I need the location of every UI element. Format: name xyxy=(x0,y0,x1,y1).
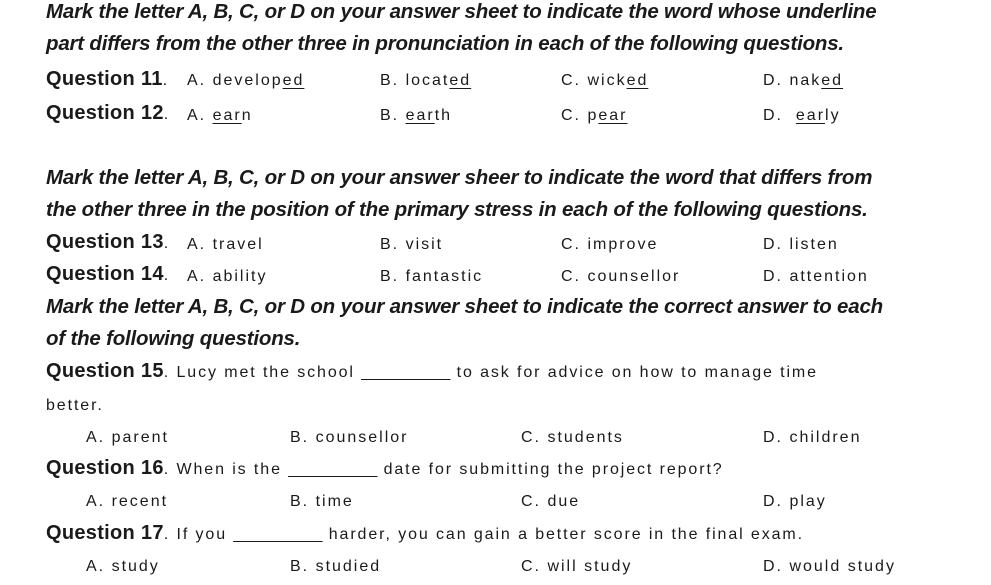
q12-option-d[interactable] xyxy=(763,107,841,125)
section2-instruction-line2: the other three in the position of the primary stress in each of the following questions. xyxy=(46,198,868,221)
underlined-part: ear xyxy=(212,107,242,124)
option-text: wick xyxy=(587,72,627,89)
question-text: to ask for advice on how to manage time xyxy=(456,364,818,381)
q13-option-a[interactable]: A. travel xyxy=(187,236,264,253)
option-letter: C. xyxy=(561,107,588,124)
question-label: Question 15 xyxy=(46,360,164,382)
section1-instruction-line1: Mark the letter A, B, C, or D on your answer sheet to indicate the word whose underline xyxy=(46,0,877,23)
question-text: When is the xyxy=(176,461,282,478)
question-14: Question 14. xyxy=(46,263,171,285)
option-letter: B. xyxy=(380,107,406,124)
question-label: Question 17 xyxy=(46,522,164,544)
option-letter: A. xyxy=(187,107,213,124)
option-text: locat xyxy=(405,72,450,89)
q11-option-b[interactable] xyxy=(380,72,471,90)
underlined-part: ear xyxy=(795,107,826,124)
underlined-part: ear xyxy=(598,107,628,124)
question-16: Question 16. When is the __________ date for submitting the project report? xyxy=(46,457,724,479)
section3-instruction-line1: Mark the letter A, B, C, or D on your answer sheet to indicate the correct answer to each xyxy=(46,295,883,318)
option-text: p xyxy=(587,107,599,124)
section3-instruction-line2: of the following questions. xyxy=(46,327,301,350)
q17-option-c[interactable]: C. will study xyxy=(521,558,633,575)
underlined-part: ed xyxy=(821,72,844,89)
q13-option-d[interactable]: D. listen xyxy=(763,236,839,253)
question-11: Question 11. xyxy=(46,68,170,90)
q17-option-a[interactable]: A. study xyxy=(86,558,160,575)
question-15: Question 15. Lucy met the school __________ to ask for advice on how to manage time xyxy=(46,360,818,382)
option-text: develop xyxy=(212,72,283,89)
question-12: Question 12. xyxy=(46,102,171,124)
q12-option-c[interactable] xyxy=(561,107,627,125)
question-13: Question 13. xyxy=(46,231,171,253)
q11-option-a[interactable] xyxy=(187,72,304,90)
option-letter: D. xyxy=(763,72,790,89)
question-text: harder, you can gain a better score in the final exam. xyxy=(328,526,804,543)
q13-option-c[interactable]: C. improve xyxy=(561,236,659,253)
q17-option-b[interactable]: B. studied xyxy=(290,558,382,575)
q11-option-d[interactable] xyxy=(763,72,843,90)
question-label: Question 16 xyxy=(46,457,164,479)
answer-blank: __________ xyxy=(233,526,323,543)
question-17: Question 17. If you __________ harder, you can gain a better score in the final exam. xyxy=(46,522,804,544)
q14-option-c[interactable]: C. counsellor xyxy=(561,268,681,285)
option-letter: B. xyxy=(380,72,406,89)
question-label: Question 13 xyxy=(46,231,164,253)
answer-blank: __________ xyxy=(288,461,378,478)
question-text: If you xyxy=(176,526,228,543)
underlined-part: ed xyxy=(449,72,472,89)
option-text: n xyxy=(241,107,253,124)
q15-option-b[interactable]: B. counsellor xyxy=(290,429,409,446)
underlined-part: ear xyxy=(405,107,435,124)
underlined-part: ed xyxy=(626,72,649,89)
question-text: date for submitting the project report? xyxy=(383,461,724,478)
q16-option-d[interactable]: D. play xyxy=(763,493,827,510)
option-text: nak xyxy=(789,72,822,89)
question-text: Lucy met the school xyxy=(176,364,355,381)
section2-instruction-line1: Mark the letter A, B, C, or D on your answer sheer to indicate the word that differs from xyxy=(46,166,873,189)
q11-option-c[interactable] xyxy=(561,72,648,90)
q12-option-b[interactable] xyxy=(380,107,452,125)
option-letter: C. xyxy=(561,72,588,89)
q16-option-b[interactable]: B. time xyxy=(290,493,354,510)
option-letter: A. xyxy=(187,72,213,89)
q15-option-a[interactable]: A. parent xyxy=(86,429,169,446)
q12-option-a[interactable] xyxy=(187,107,253,125)
q13-option-b[interactable]: B. visit xyxy=(380,236,444,253)
option-text: ly xyxy=(825,107,841,124)
q14-option-a[interactable]: A. ability xyxy=(187,268,268,285)
option-letter: D. xyxy=(763,107,796,124)
q14-option-d[interactable]: D. attention xyxy=(763,268,869,285)
answer-blank: __________ xyxy=(361,364,451,381)
q15-option-d[interactable]: D. children xyxy=(763,429,862,446)
question-label: Question 11 xyxy=(46,68,163,90)
option-text: th xyxy=(434,107,453,124)
question-label: Question 12 xyxy=(46,102,164,124)
q16-option-c[interactable]: C. due xyxy=(521,493,581,510)
q17-option-d[interactable]: D. would study xyxy=(763,558,896,575)
question-15-continued: better. xyxy=(46,397,104,414)
underlined-part: ed xyxy=(282,72,305,89)
section1-instruction-line2: part differs from the other three in pronunciation in each of the following questions. xyxy=(46,32,844,55)
q14-option-b[interactable]: B. fantastic xyxy=(380,268,484,285)
question-label: Question 14 xyxy=(46,263,164,285)
q16-option-a[interactable]: A. recent xyxy=(86,493,169,510)
q15-option-c[interactable]: C. students xyxy=(521,429,624,446)
